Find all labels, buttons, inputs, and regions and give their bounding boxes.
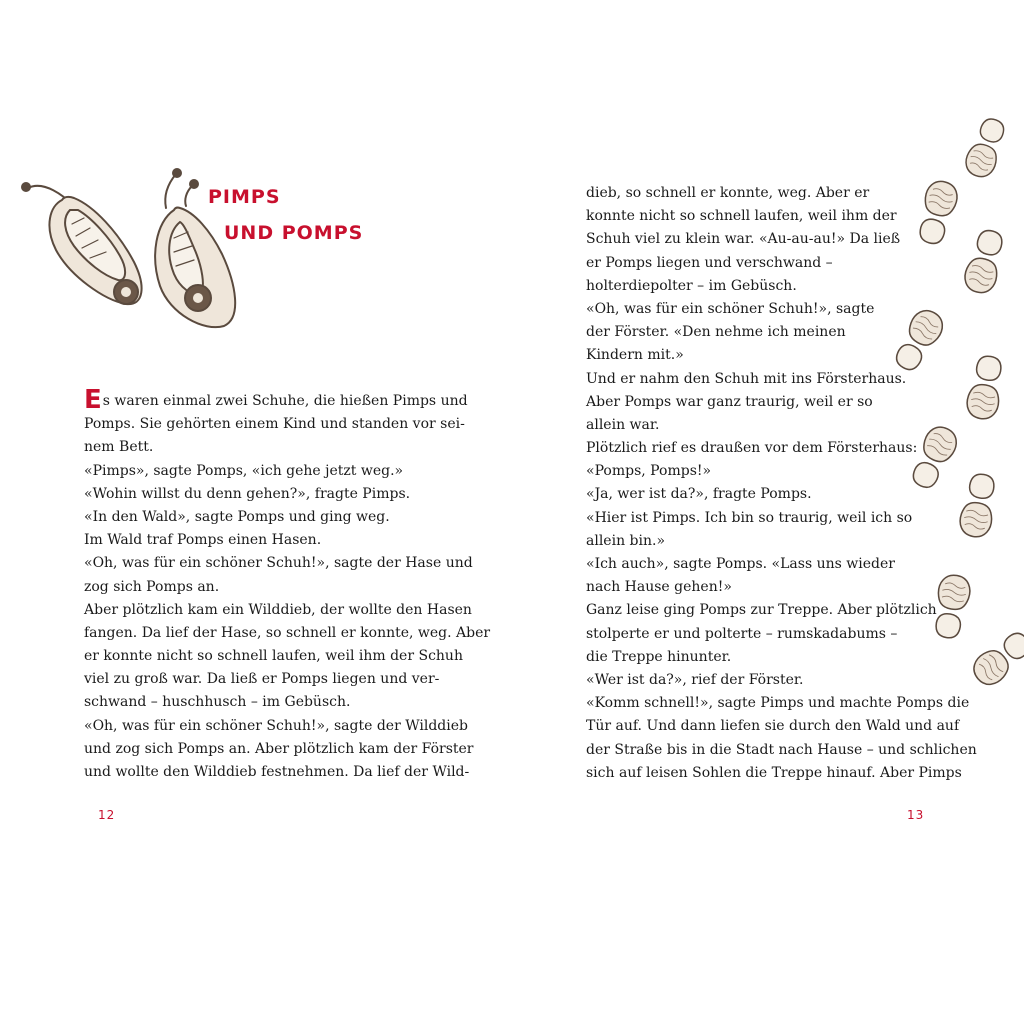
footprint-icon: [914, 178, 960, 247]
text-line: Aber plötzlich kam ein Wilddieb, der wollte den Hasen: [84, 601, 472, 618]
text-line: viel zu groß war. Da ließ er Pomps liegen und ver-: [84, 671, 440, 688]
text-line: der Straße bis in die Stadt nach Hause – und schlichen: [586, 741, 977, 758]
text-line: und zog sich Pomps an. Aber plötzlich kam der Förster: [84, 740, 474, 757]
text-line: Kindern mit.»: [586, 347, 684, 364]
drop-cap-initial: E: [84, 385, 102, 415]
text-line: Im Wald traf Pomps einen Hasen.: [84, 532, 322, 549]
text-line: er Pomps liegen und verschwand –: [586, 254, 833, 271]
footprint-icon: [965, 354, 1007, 421]
text-line: nach Hause gehen!»: [586, 579, 732, 596]
text-line: «Hier ist Pimps. Ich bin so traurig, weil ich so: [586, 509, 913, 526]
text-line: Pomps. Sie gehörten einem Kind und standen vor sei-: [84, 416, 465, 433]
text-line: stolperte er und polterte – rumskadabums –: [586, 625, 898, 642]
text-line: konnte nicht so schnell laufen, weil ihm der: [586, 208, 897, 225]
first-line-text: s waren einmal zwei Schuhe, die hießen Pimps und: [102, 393, 468, 409]
text-line: «Pomps, Pomps!»: [586, 463, 712, 480]
text-line: nem Bett.: [84, 439, 154, 456]
footprint-icon: [961, 227, 1007, 296]
text-line: «Ich auch», sagte Pomps. «Lass uns wieder: [586, 556, 895, 572]
text-line: Und er nahm den Schuh mit ins Försterhaus.: [586, 370, 907, 387]
text-line: allein bin.»: [586, 532, 666, 549]
text-line: zog sich Pomps an.: [84, 578, 220, 595]
text-line: die Treppe hinunter.: [586, 648, 732, 665]
text-line: Tür auf. Und dann liefen sie durch den Wald und auf: [586, 718, 960, 735]
text-line: «Oh, was für ein schöner Schuh!», sagte der Wilddieb: [84, 717, 468, 734]
text-line: «Pimps», sagte Pomps, «ich gehe jetzt weg.»: [84, 462, 404, 479]
text-line: und wollte den Wilddieb festnehmen. Da lief der Wild-: [84, 764, 470, 780]
footprint-icon: [906, 422, 961, 492]
text-line: «Wer ist da?», rief der Förster.: [586, 671, 804, 688]
text-line: Schuh viel zu klein war. «Au-au-au!» Da ließ: [586, 231, 901, 248]
story-title-line-1: PIMPS: [208, 186, 281, 208]
text-line: sich auf leisen Sohlen die Treppe hinauf. Aber Pimps: [586, 764, 962, 781]
text-line: er konnte nicht so schnell laufen, weil ihm der Schuh: [84, 648, 463, 665]
footprint-icon: [962, 115, 1010, 181]
text-line: fangen. Da lief der Hase, so schnell er konnte, weg. Aber: [84, 624, 491, 641]
text-line: der Förster. «Den nehme ich meinen: [586, 324, 846, 341]
footprint-icon: [968, 626, 1024, 690]
story-title-line-2: UND POMPS: [224, 222, 364, 244]
text-line: «In den Wald», sagte Pomps und ging weg.: [84, 508, 390, 525]
footprint-icon: [889, 305, 948, 375]
text-line: «Oh, was für ein schöner Schuh!», sagte der Hase und: [84, 555, 473, 572]
text-line: dieb, so schnell er konnte, weg. Aber er: [586, 185, 870, 201]
text-line: «Oh, was für ein schöner Schuh!», sagte: [586, 300, 875, 317]
text-line: allein war.: [586, 416, 660, 433]
footprint-icon: [958, 472, 1000, 539]
text-line: holterdiepolter – im Gebüsch.: [586, 277, 797, 294]
text-line: Aber Pomps war ganz traurig, weil er so: [586, 393, 873, 410]
text-line: Plötzlich rief es draußen vor dem Försterhaus:: [586, 440, 918, 457]
text-line: Ganz leise ging Pomps zur Treppe. Aber plötzlich: [586, 602, 937, 619]
page-number-right: 13: [907, 808, 925, 822]
text-line: «Ja, wer ist da?», fragte Pomps.: [586, 486, 812, 503]
footprint-icon: [931, 573, 973, 640]
text-line: schwand – huschhusch – im Gebüsch.: [84, 694, 351, 711]
text-line: «Wohin willst du denn gehen?», fragte Pimps.: [84, 485, 411, 502]
page-number-left: 12: [98, 808, 116, 822]
text-line: «Komm schnell!», sagte Pimps und machte Pomps die: [586, 695, 970, 712]
